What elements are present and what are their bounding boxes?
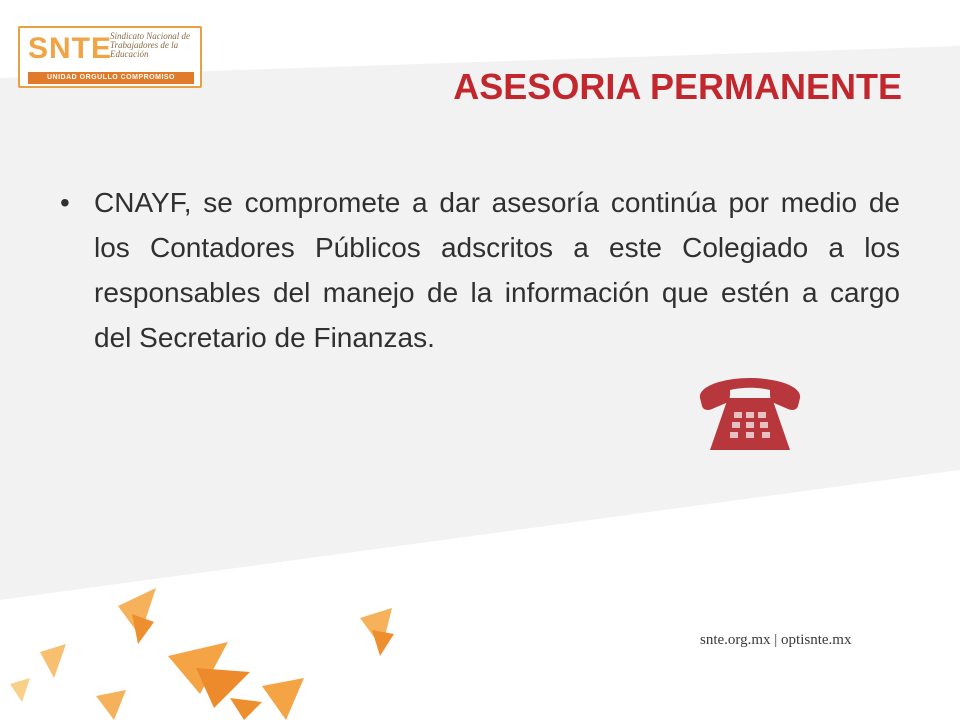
logo-tagline: UNIDAD ORGULLO COMPROMISO — [28, 72, 194, 84]
bullet-text: CNAYF, se compromete a dar asesoría continúa por medio de los Contadores Públicos adscritos a este Colegiado a los responsables del manejo de la información que estén a cargo del Secretario de Finanzas. — [94, 187, 900, 353]
logo-wordmark: SNTE — [28, 32, 113, 65]
orange-birds-decoration — [0, 560, 420, 720]
footer-url: snte.org.mx | optisnte.mx — [700, 632, 852, 648]
bullet-marker: • — [60, 187, 70, 218]
logo-subtitle: Sindicato Nacional de Trabajadores de la Educación — [110, 31, 190, 59]
snte-logo — [18, 26, 202, 96]
telephone-icon — [694, 376, 806, 452]
slide-title: ASESORIA PERMANENTE — [453, 66, 902, 107]
